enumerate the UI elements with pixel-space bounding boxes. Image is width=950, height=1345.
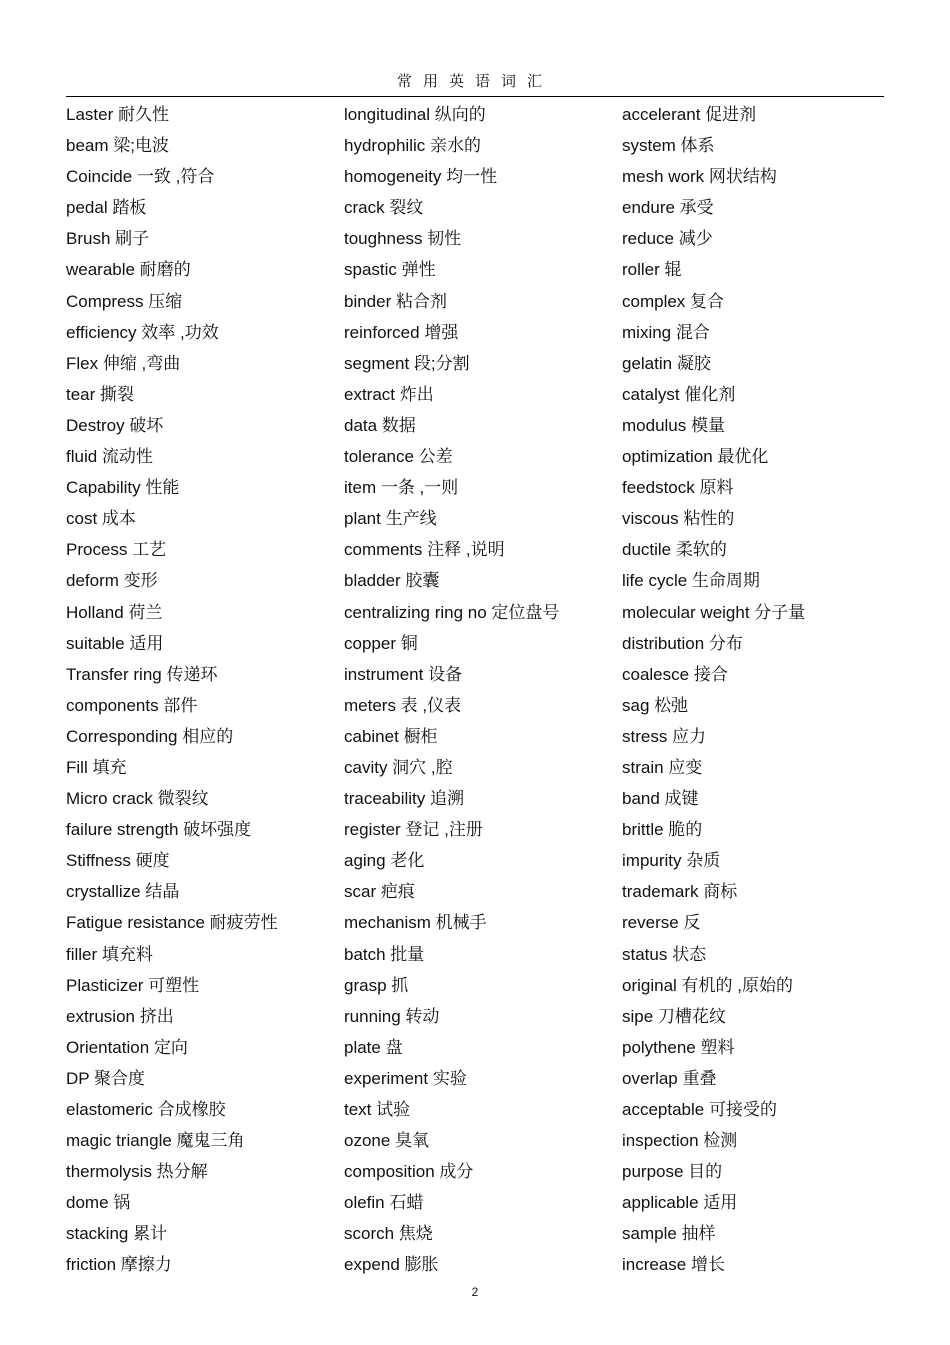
vocabulary-entry: longitudinal 纵向的 (344, 105, 486, 124)
vocabulary-entry: Fill 填充 (66, 757, 127, 777)
vocabulary-entry: Laster 耐久性 (66, 105, 169, 124)
vocabulary-entry: Stiffness 硬度 (66, 851, 170, 871)
vocabulary-entry: system 体系 (622, 136, 715, 156)
vocabulary-entry: Holland 荷兰 (66, 602, 163, 622)
vocabulary-entry: failure strength 破坏强度 (66, 820, 252, 840)
vocabulary-entry: running 转动 (344, 1006, 440, 1026)
vocabulary-entry: Orientation 定向 (66, 1037, 188, 1057)
vocabulary-entry: accelerant 促进剂 (622, 105, 757, 124)
vocabulary-entry: Brush 刷子 (66, 229, 150, 249)
vocabulary-entry: viscous 粘性的 (622, 509, 735, 529)
vocabulary-entry: friction 摩擦力 (66, 1255, 172, 1275)
vocabulary-entry: reinforced 增强 (344, 322, 459, 342)
vocabulary-entry: polythene 塑料 (622, 1037, 735, 1057)
vocabulary-entry: deform 变形 (66, 571, 158, 591)
page-title: 常用英语词汇 (396, 72, 553, 90)
vocabulary-entry: experiment 实验 (344, 1068, 467, 1088)
vocabulary-entry: comments 注释 ,说明 (344, 540, 505, 560)
page-header (66, 68, 884, 97)
vocabulary-entry: cavity 洞穴 ,腔 (344, 757, 453, 777)
vocabulary-entry: toughness 韧性 (344, 229, 462, 249)
vocabulary-column-1 (66, 99, 344, 1281)
vocabulary-entry: Capability 性能 (66, 478, 180, 498)
vocabulary-entry: plant 生产线 (344, 509, 437, 529)
vocabulary-entry: elastomeric 合成橡胶 (66, 1100, 226, 1119)
vocabulary-entry: text 试验 (344, 1100, 411, 1119)
vocabulary-entry: copper 铜 (344, 633, 418, 653)
vocabulary-entry: suitable 适用 (66, 633, 164, 653)
vocabulary-entry: fluid 流动性 (66, 447, 153, 467)
vocabulary-entry: beam 梁;电波 (66, 136, 169, 156)
vocabulary-entry: dome 锅 (66, 1193, 131, 1213)
vocabulary-entry: bladder 胶囊 (344, 571, 440, 591)
vocabulary-entry: instrument 设备 (344, 664, 463, 684)
vocabulary-entry: efficiency 效率 ,功效 (66, 322, 219, 342)
vocabulary-entry: Flex 伸缩 ,弯曲 (66, 353, 181, 373)
vocabulary-entry: scorch 焦烧 (344, 1224, 433, 1244)
vocabulary-entry: Destroy 破坏 (66, 415, 164, 435)
vocabulary-entry: mixing 混合 (622, 322, 710, 342)
vocabulary-entry: spastic 弹性 (344, 260, 436, 280)
vocabulary-entry: olefin 石蜡 (344, 1193, 424, 1213)
vocabulary-entry: tear 撕裂 (66, 384, 135, 404)
vocabulary-entry: endure 承受 (622, 198, 714, 218)
vocabulary-entry: molecular weight 分子量 (622, 602, 806, 622)
vocabulary-entry: Corresponding 相应的 (66, 726, 234, 746)
vocabulary-entry: crystallize 结晶 (66, 882, 180, 902)
vocabulary-entry: DP 聚合度 (66, 1068, 146, 1088)
vocabulary-entry: sample 抽样 (622, 1224, 716, 1244)
vocabulary-entry: segment 段;分割 (344, 353, 470, 373)
vocabulary-entry: filler 填充料 (66, 944, 153, 964)
vocabulary-entry: pedal 踏板 (66, 198, 147, 218)
vocabulary-entry: sag 松弛 (622, 695, 689, 715)
vocabulary-entry: ozone 臭氧 (344, 1131, 430, 1151)
vocabulary-entry: status 状态 (622, 944, 707, 964)
vocabulary-entry: stress 应力 (622, 726, 707, 746)
vocabulary-entry: meters 表 ,仪表 (344, 695, 462, 715)
vocabulary-entry: brittle 脆的 (622, 820, 703, 840)
vocabulary-entry: batch 批量 (344, 944, 425, 964)
vocabulary-entry: centralizing ring no 定位盘号 (344, 602, 560, 622)
vocabulary-entry: mesh work 网状结构 (622, 167, 777, 187)
vocabulary-entry: register 登记 ,注册 (344, 820, 483, 840)
vocabulary-entry: Transfer ring 传递环 (66, 664, 218, 684)
vocabulary-entry: strain 应变 (622, 757, 703, 777)
vocabulary-entry: extrusion 挤出 (66, 1006, 174, 1026)
vocabulary-entry: Process 工艺 (66, 540, 167, 560)
vocabulary-entry: crack 裂纹 (344, 198, 424, 218)
vocabulary-entry: sipe 刀槽花纹 (622, 1006, 726, 1026)
vocabulary-entry: roller 辊 (622, 260, 682, 280)
vocabulary-entry: reverse 反 (622, 913, 701, 933)
page-number: 2 (471, 1285, 479, 1299)
vocabulary-entry: acceptable 可接受的 (622, 1100, 777, 1119)
vocabulary-entry: impurity 杂质 (622, 851, 721, 871)
vocabulary-entry: hydrophilic 亲水的 (344, 136, 481, 156)
vocabulary-entry: applicable 适用 (622, 1193, 738, 1213)
vocabulary-entry: catalyst 催化剂 (622, 384, 736, 404)
vocabulary-entry: magic triangle 魔鬼三角 (66, 1131, 245, 1151)
vocabulary-entry: data 数据 (344, 415, 416, 435)
vocabulary-entry: band 成键 (622, 789, 699, 809)
vocabulary-entry: gelatin 凝胶 (622, 353, 711, 373)
vocabulary-entry: reduce 减少 (622, 229, 713, 249)
vocabulary-column-3 (622, 99, 900, 1281)
vocabulary-entry: cabinet 橱柜 (344, 726, 438, 746)
vocabulary-entry: coalesce 接合 (622, 664, 728, 684)
vocabulary-entry: increase 增长 (622, 1255, 725, 1275)
vocabulary-entry: expend 膨胀 (344, 1255, 439, 1275)
vocabulary-entry: feedstock 原料 (622, 478, 734, 498)
vocabulary-entry: Micro crack 微裂纹 (66, 789, 209, 809)
vocabulary-entry: grasp 抓 (344, 975, 409, 995)
vocabulary-entry: Compress 压缩 (66, 291, 183, 311)
vocabulary-entry: composition 成分 (344, 1162, 474, 1182)
vocabulary-entry: original 有机的 ,原始的 (622, 975, 793, 995)
vocabulary-entry: thermolysis 热分解 (66, 1162, 208, 1182)
vocabulary-entry: overlap 重叠 (622, 1068, 717, 1088)
vocabulary-entry: components 部件 (66, 695, 198, 715)
vocabulary-entry: optimization 最优化 (622, 447, 769, 467)
vocabulary-entry: modulus 模量 (622, 415, 725, 435)
vocabulary-entry: purpose 目的 (622, 1162, 723, 1182)
vocabulary-entry: distribution 分布 (622, 633, 743, 653)
vocabulary-entry: mechanism 机械手 (344, 913, 487, 933)
vocabulary-entry: traceability 追溯 (344, 789, 464, 809)
vocabulary-entry: cost 成本 (66, 509, 136, 529)
vocabulary-entry: binder 粘合剂 (344, 291, 447, 311)
vocabulary-entry: Fatigue resistance 耐疲劳性 (66, 913, 278, 933)
vocabulary-entry: inspection 检测 (622, 1131, 738, 1151)
vocabulary-entry: plate 盘 (344, 1037, 403, 1057)
vocabulary-entry: Plasticizer 可塑性 (66, 975, 200, 995)
vocabulary-entry: extract 炸出 (344, 384, 434, 404)
vocabulary-entry: stacking 累计 (66, 1224, 168, 1244)
vocabulary-entry: Coincide 一致 ,符合 (66, 167, 215, 187)
vocabulary-entry: item 一条 ,一则 (344, 478, 459, 498)
vocabulary-entry: scar 疤痕 (344, 882, 415, 902)
vocabulary-entry: aging 老化 (344, 851, 425, 871)
vocabulary-entry: homogeneity 均一性 (344, 167, 498, 187)
vocabulary-column-2 (344, 99, 622, 1281)
vocabulary-entry: life cycle 生命周期 (622, 571, 760, 591)
vocabulary-list (66, 99, 896, 1289)
vocabulary-entry: wearable 耐磨的 (66, 260, 191, 280)
vocabulary-entry: complex 复合 (622, 291, 725, 311)
vocabulary-entry: trademark 商标 (622, 882, 738, 902)
vocabulary-entry: tolerance 公差 (344, 447, 453, 467)
vocabulary-entry: ductile 柔软的 (622, 540, 727, 560)
